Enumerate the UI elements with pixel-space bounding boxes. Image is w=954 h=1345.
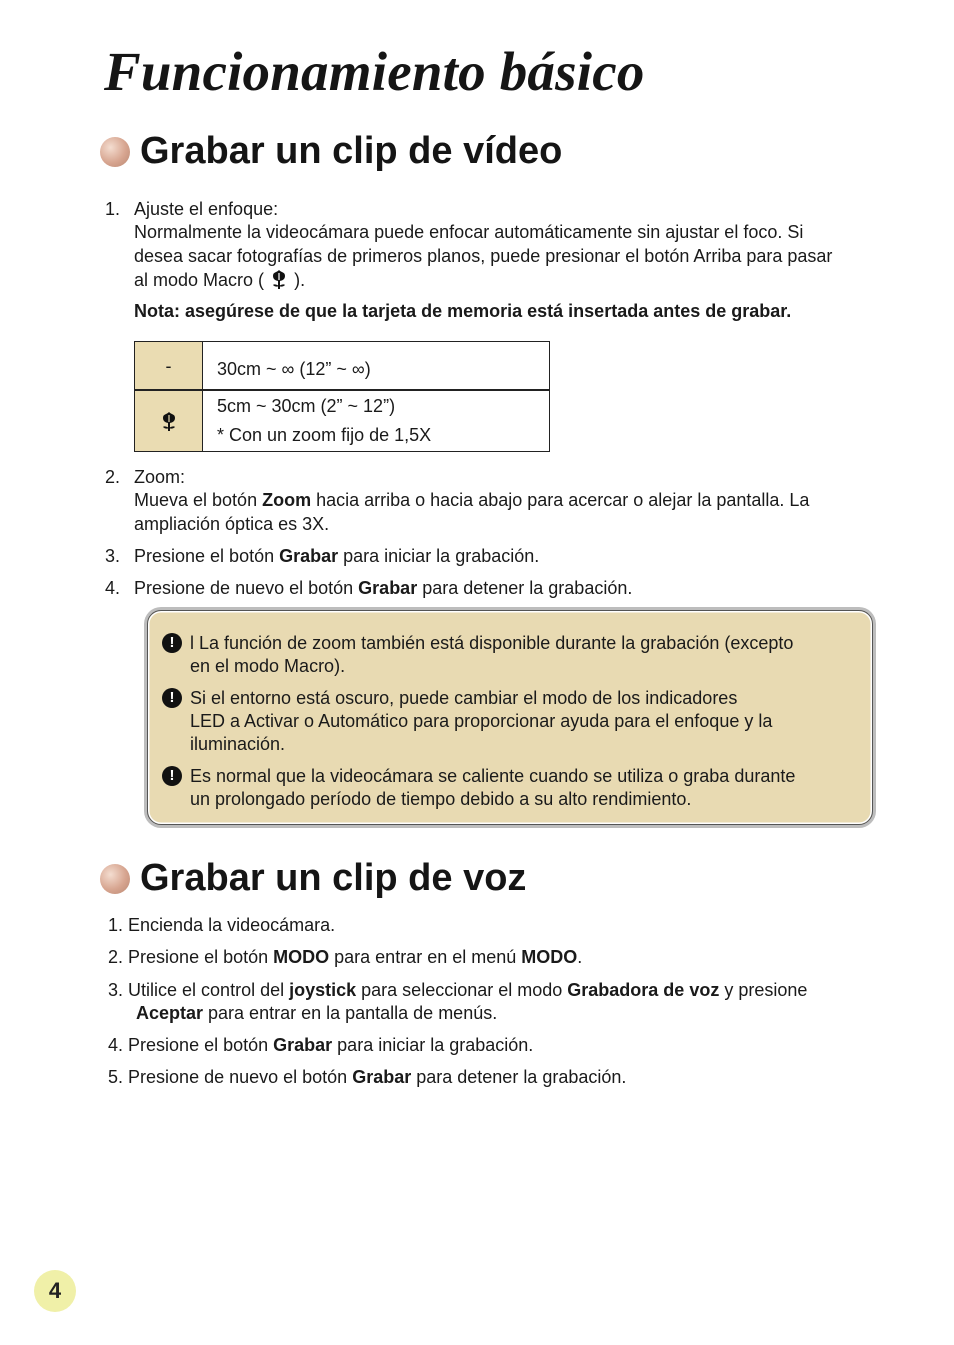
item-body-text: . (577, 947, 583, 967)
page-number: 4 (34, 1270, 76, 1312)
list-number: 3. (108, 980, 124, 1000)
item-body: ampliación óptica es 3X. (134, 513, 330, 534)
item-body-text: ). (294, 270, 306, 290)
range-macro-note: * Con un zoom fijo de 1,5X (217, 425, 432, 445)
note-text: Si el entorno está oscuro, puede cambiar el modo de los indicadores (190, 688, 738, 708)
list-number: 5. (108, 1067, 124, 1087)
note-text: en el modo Macro). (190, 656, 346, 676)
item-body-text: Utilice el control del (128, 980, 290, 1000)
list-item (100, 466, 900, 534)
item-body-text: y presione (719, 980, 808, 1000)
table-cell-mode (135, 391, 203, 451)
item-body-bold: Zoom (262, 490, 312, 510)
list-item (108, 1066, 908, 1090)
item-body-bold: Grabar (279, 546, 339, 566)
item-body: Normalmente la videocámara puede enfocar automáticamente sin ajustar el foco. Si (134, 222, 804, 242)
list-item (100, 198, 900, 328)
item-body (134, 577, 632, 601)
item-body-bold: joystick (289, 980, 357, 1000)
item-body (134, 489, 809, 513)
list-item (108, 946, 908, 970)
item-body (134, 268, 305, 293)
item-body-bold: Grabar (358, 578, 418, 598)
list-number: 2. (108, 947, 124, 967)
item-body-text: Presione de nuevo el botón (134, 578, 359, 598)
warning-icon: ! (162, 688, 182, 708)
list-item (108, 979, 908, 1027)
item-body-text: para iniciar la grabación. (332, 1035, 534, 1055)
item-body-text: para detener la grabación. (411, 1067, 627, 1087)
item-body-bold: Grabar (352, 1067, 412, 1087)
item-body-bold: Grabadora de voz (567, 980, 720, 1000)
item-body-bold: Aceptar (136, 1003, 204, 1023)
note-text: l La función de zoom también está disponible durante la grabación (excepto (190, 633, 794, 653)
section-heading-voice (100, 857, 526, 900)
item-body-text: Mueva el botón (134, 490, 263, 510)
memory-card-note: Nota: asegúrese de que la tarjeta de memoria está insertada antes de grabar. (134, 301, 792, 321)
item-body-bold: MODO (521, 947, 578, 967)
list-item (100, 545, 900, 569)
list-item (108, 914, 908, 938)
page-title: Funcionamiento básico (104, 41, 645, 102)
item-body: Encienda la videocámara. (128, 915, 336, 935)
note-text: Es normal que la videocámara se caliente cuando se utiliza o graba durante (190, 766, 796, 786)
list-item (100, 577, 900, 601)
list-number: 1. (104, 199, 120, 219)
section-heading-video-text: Grabar un clip de vídeo (140, 130, 563, 172)
item-body-text: para entrar en la pantalla de menús. (203, 1003, 498, 1023)
macro-flower-icon (159, 409, 179, 433)
section-heading-video (100, 130, 562, 173)
note-text: un prolongado período de tiempo debido a su alto rendimiento. (190, 789, 692, 809)
range-normal: 30cm ~ ∞ (12” ~ ∞) (217, 359, 371, 379)
section-heading-voice-text: Grabar un clip de voz (140, 857, 527, 899)
macro-flower-icon (269, 268, 289, 290)
item-label: Zoom: (134, 467, 186, 487)
list-number: 1. (108, 915, 124, 935)
item-body-text: Presione de nuevo el botón (128, 1067, 353, 1087)
item-body-text: Presione el botón (134, 546, 280, 566)
item-body-text: al modo Macro ( (134, 270, 265, 290)
note-text: LED a Activar o Automático para proporcionar ayuda para el enfoque y la (190, 711, 773, 731)
item-body (136, 1002, 497, 1026)
mode-normal: - (165, 355, 172, 376)
list-item (108, 1034, 908, 1058)
item-body-text: Presione el botón (128, 1035, 274, 1055)
note-box (147, 610, 873, 825)
item-body-text: para iniciar la grabación. (338, 546, 540, 566)
heading-bullet-icon (100, 137, 130, 167)
item-label: Ajuste el enfoque: (134, 199, 279, 219)
item-body-text: para detener la grabación. (417, 578, 633, 598)
warning-icon: ! (162, 633, 182, 653)
list-number: 4. (108, 1035, 124, 1055)
item-body: desea sacar fotografías de primeros planos, puede presionar el botón Arriba para pasar (134, 245, 833, 266)
item-body-bold: Grabar (273, 1035, 333, 1055)
warning-icon: ! (162, 766, 182, 786)
range-macro: 5cm ~ 30cm (2” ~ 12”) (217, 396, 396, 416)
item-body-text: hacia arriba o hacia abajo para acercar o alejar la pantalla. La (311, 490, 810, 510)
focus-range-table (134, 341, 550, 452)
item-body (134, 545, 539, 569)
list-number: 3. (104, 546, 120, 566)
table-cell-mode (135, 342, 203, 390)
list-number: 2. (104, 467, 120, 487)
item-body-text: para seleccionar el modo (356, 980, 568, 1000)
item-body-text: para entrar en el menú (329, 947, 522, 967)
heading-bullet-icon (100, 864, 130, 894)
list-number: 4. (104, 578, 120, 598)
note-text: iluminación. (190, 734, 286, 754)
item-body-text: Presione el botón (128, 947, 274, 967)
item-body-bold: MODO (273, 947, 330, 967)
